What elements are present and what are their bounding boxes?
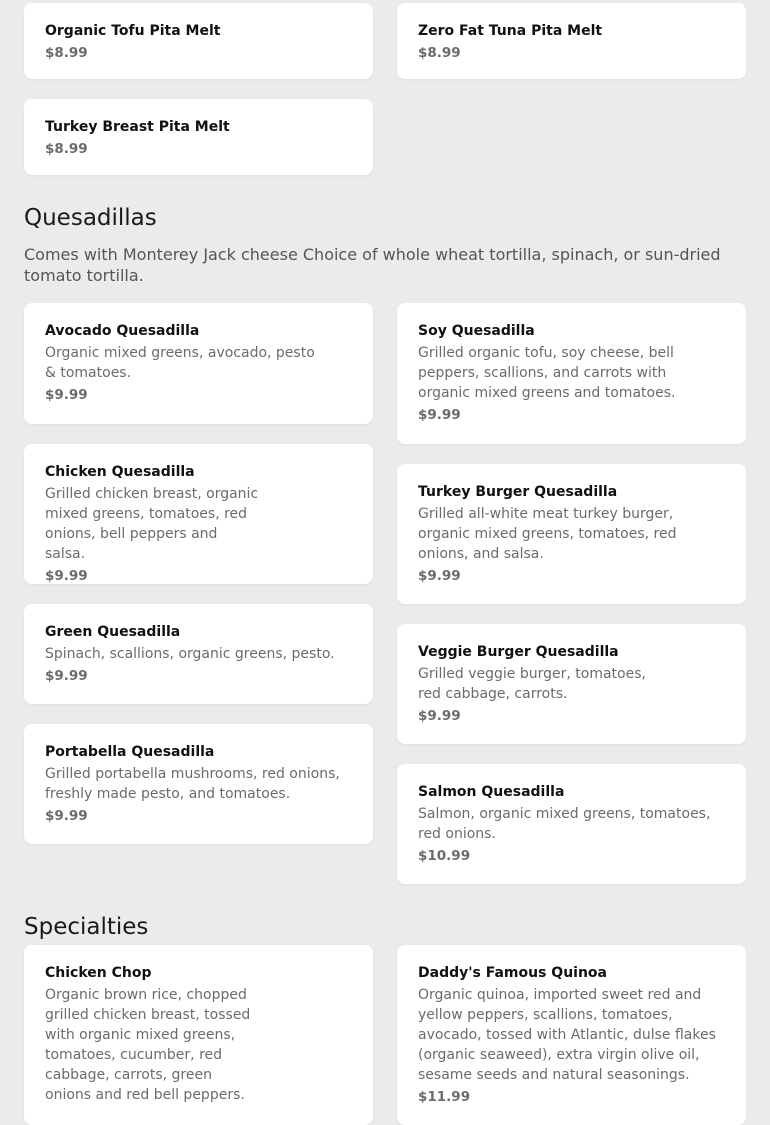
- menu-item-name: Portabella Quesadilla: [45, 744, 215, 760]
- menu-item-card[interactable]: [397, 764, 746, 884]
- menu-item-name: Turkey Burger Quesadilla: [418, 484, 618, 500]
- menu-item-card[interactable]: [24, 99, 373, 175]
- menu-item-price: $9.99: [45, 808, 88, 824]
- menu-item-name: Zero Fat Tuna Pita Melt: [418, 23, 603, 39]
- menu-item-description: Salmon, organic mixed greens, tomatoes, red onions.: [418, 806, 711, 842]
- menu-item-name: Soy Quesadilla: [418, 323, 535, 339]
- menu-item-description: Organic brown rice, chopped grilled chicken breast, tossed with organic mixed greens, tomatoes, cucumber, red cabbage, carrots, green onions and red bell peppers.: [45, 987, 251, 1103]
- menu-item-name: Chicken Quesadilla: [45, 464, 195, 480]
- section-title: Specialties: [24, 914, 149, 940]
- menu-item-description: Grilled veggie burger, tomatoes, red cabbage, carrots.: [418, 666, 646, 702]
- menu-item-description: Grilled portabella mushrooms, red onions, freshly made pesto, and tomatoes.: [45, 766, 340, 802]
- menu-item-price: $9.99: [418, 568, 461, 584]
- menu-item-description: Grilled chicken breast, organic mixed greens, tomatoes, red onions, bell peppers and salsa.: [45, 486, 259, 562]
- menu-item-card[interactable]: [397, 624, 746, 744]
- menu-item-card[interactable]: [397, 3, 746, 79]
- menu-item-description: Spinach, scallions, organic greens, pesto.: [45, 646, 335, 662]
- menu-item-price: $8.99: [418, 45, 461, 61]
- section-title: Quesadillas: [24, 205, 157, 231]
- menu-item-card[interactable]: [24, 945, 373, 1125]
- menu-item-price: $11.99: [418, 1089, 471, 1105]
- menu-item-price: $9.99: [45, 668, 88, 684]
- menu-item-name: Veggie Burger Quesadilla: [418, 644, 619, 660]
- menu-item-price: $9.99: [418, 407, 461, 423]
- section-description: Comes with Monterey Jack cheese Choice of whole wheat tortilla, spinach, or sun-dried tomato tortilla.: [24, 245, 721, 285]
- menu-item-name: Salmon Quesadilla: [418, 784, 565, 800]
- menu-item-card[interactable]: [397, 303, 746, 444]
- menu-item-price: $8.99: [45, 45, 88, 61]
- menu-item-card[interactable]: [24, 3, 373, 79]
- menu-item-card[interactable]: [24, 604, 373, 704]
- menu-item-description: Grilled organic tofu, soy cheese, bell peppers, scallions, and carrots with organic mixed greens and tomatoes.: [418, 345, 676, 401]
- menu-item-price: $9.99: [418, 708, 461, 724]
- menu-item-card[interactable]: [397, 464, 746, 604]
- menu-item-card[interactable]: [24, 724, 373, 844]
- menu-item-name: Daddy's Famous Quinoa: [418, 965, 607, 981]
- menu-item-description: Organic mixed greens, avocado, pesto & tomatoes.: [45, 345, 315, 381]
- menu-item-description: Grilled all-white meat turkey burger, organic mixed greens, tomatoes, red onions, and salsa.: [418, 506, 677, 562]
- menu-item-name: Green Quesadilla: [45, 624, 181, 640]
- menu-item-price: $10.99: [418, 848, 471, 864]
- menu-item-price: $9.99: [45, 568, 88, 584]
- menu-item-name: Turkey Breast Pita Melt: [45, 119, 230, 135]
- menu-item-card[interactable]: [397, 945, 746, 1125]
- menu-item-name: Avocado Quesadilla: [45, 323, 200, 339]
- menu-item-description: Organic quinoa, imported sweet red and yellow peppers, scallions, tomatoes, avocado, tossed with Atlantic, dulse flakes (organic seaweed), extra virgin olive oil, sesame seeds and natural seasonings.: [418, 987, 716, 1083]
- menu-item-name: Organic Tofu Pita Melt: [45, 23, 221, 39]
- menu-item-card[interactable]: [24, 444, 373, 584]
- menu-item-price: $8.99: [45, 141, 88, 157]
- menu-item-name: Chicken Chop: [45, 965, 152, 981]
- menu-item-price: $9.99: [45, 387, 88, 403]
- menu-item-card[interactable]: [24, 303, 373, 424]
